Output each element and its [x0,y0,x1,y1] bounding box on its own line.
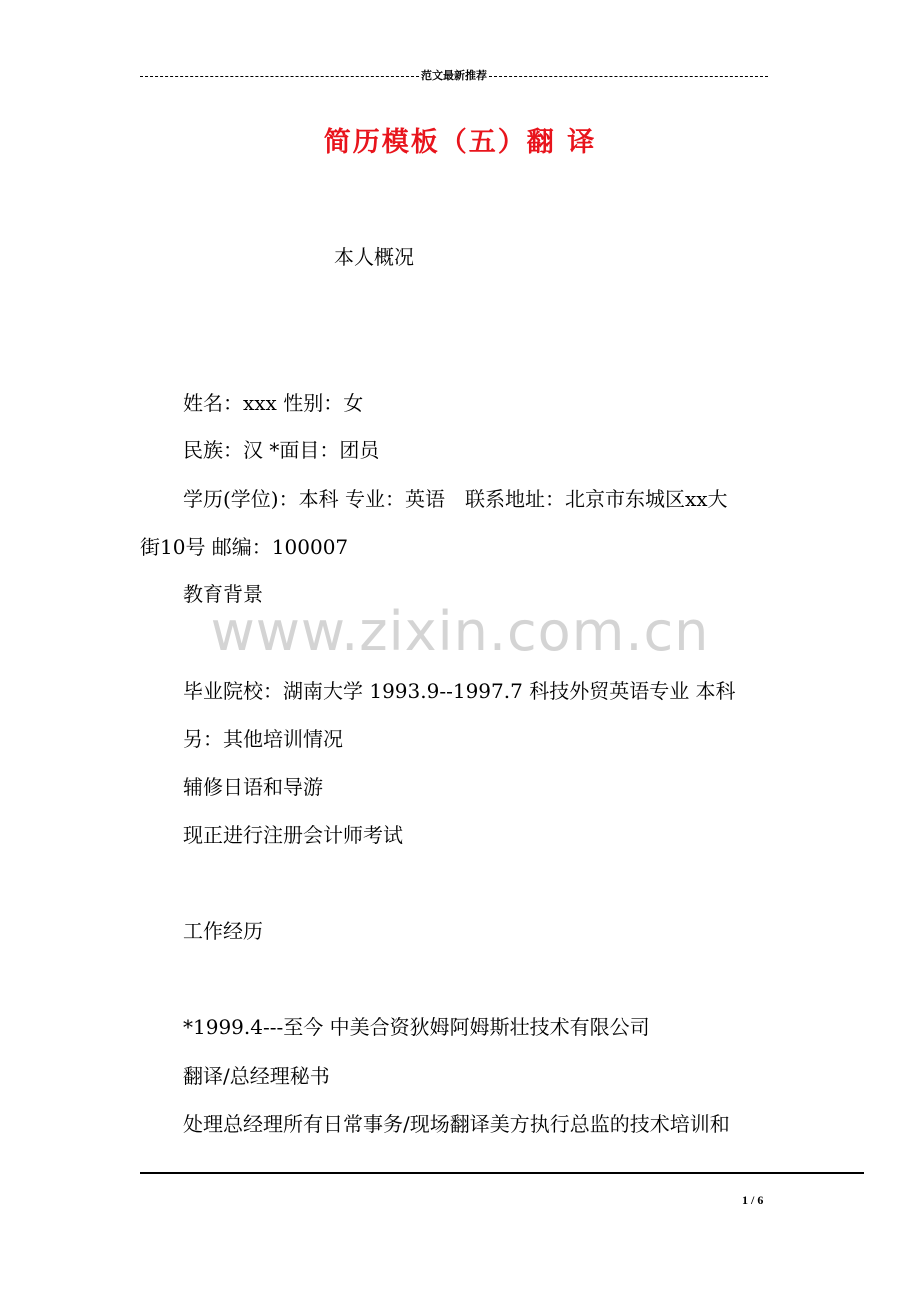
current-exam-line: 现正进行注册会计师考试 [183,823,403,847]
address-postcode-line: 街10号 邮编：100007 [140,535,349,559]
page-number: 1 / 6 [742,1193,764,1207]
section-heading-personal: 本人概况 [334,245,414,269]
header-banner [140,68,768,84]
section-heading-education: 教育背景 [183,582,263,606]
job-duties-line: 处理总经理所有日常事务/现场翻译美方执行总监的技术培训和 [183,1112,730,1136]
header-dash-left [140,76,419,77]
section-heading-work: 工作经历 [183,919,263,943]
other-training-line: 另：其他培训情况 [183,727,343,751]
education-address-line: 学历(学位)：本科 专业：英语 联系地址：北京市东城区xx大 [183,487,728,511]
name-gender-line: 姓名：xxx 性别：女 [183,391,364,415]
header-text: 范文最新推荐 [421,69,487,82]
job-period-company-line: *1999.4---至今 中美合资狄姆阿姆斯壮技术有限公司 [183,1015,650,1039]
header-dash-right [489,76,768,77]
minor-courses-line: 辅修日语和导游 [183,775,323,799]
watermark: www.zixin.com.cn [210,600,710,663]
graduated-school-line: 毕业院校：湖南大学 1993.9--1997.7 科技外贸英语专业 本科 [183,679,736,703]
document-title: 简历模板（五）翻 译 [323,127,597,158]
footer-divider [140,1172,864,1174]
job-position-line: 翻译/总经理秘书 [183,1064,330,1088]
ethnicity-political-line: 民族：汉 *面目：团员 [183,438,380,462]
